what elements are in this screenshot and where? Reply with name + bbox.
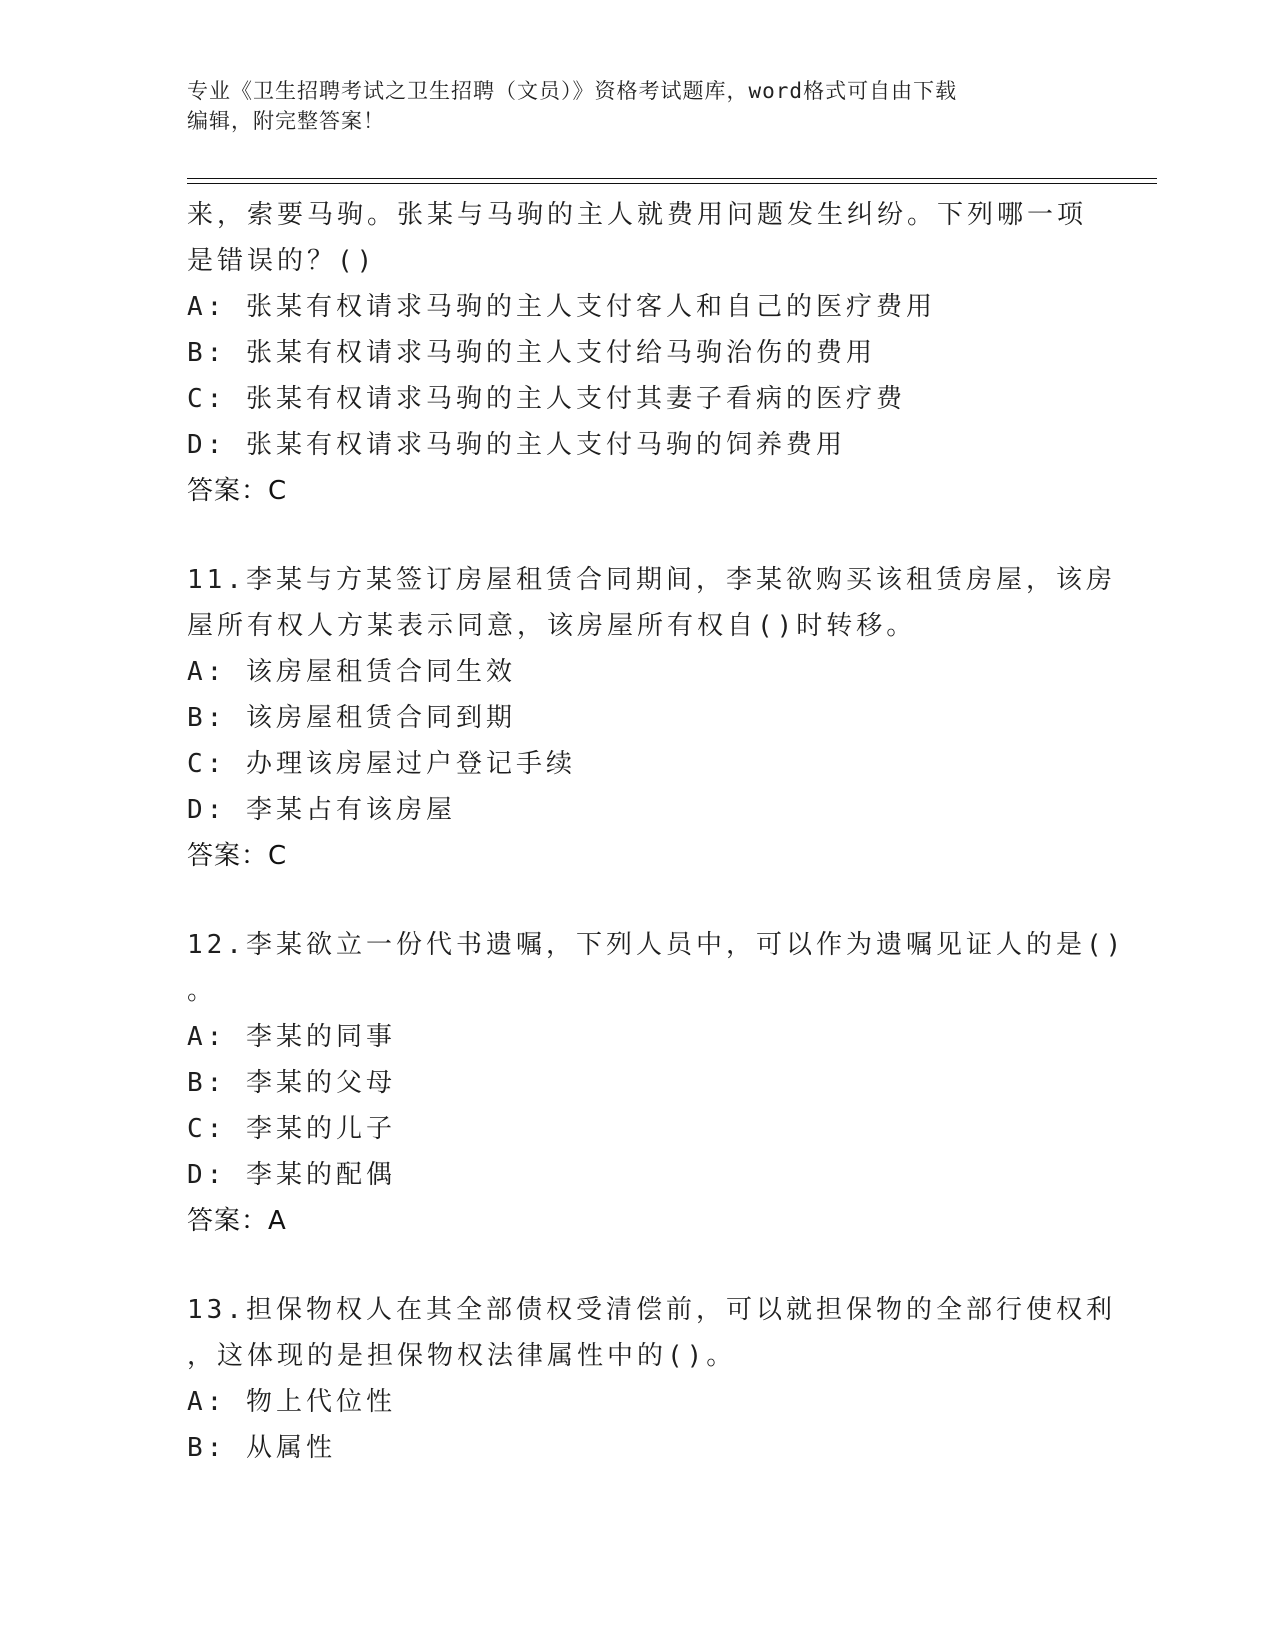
header-line-2: 编辑，附完整答案！ [187,109,385,133]
question-stem-line: 屋所有权人方某表示同意，该房屋所有权自()时转移。 [187,611,917,641]
option-b: B: 张某有权请求马驹的主人支付给马驹治伤的费用 [187,338,876,368]
question-stem-line: 12.李某欲立一份代书遗嘱，下列人员中，可以作为遗嘱见证人的是() [187,930,1126,960]
question-11 [187,557,1116,879]
question-12 [187,922,1126,1244]
option-d: D: 张某有权请求马驹的主人支付马驹的饲养费用 [187,430,846,460]
question-list [187,192,1126,1471]
question-stem-line: 是错误的？() [187,246,377,276]
option-d: D: 李某占有该房屋 [187,795,456,825]
answer-line: 答案：A [187,1206,287,1236]
question-13 [187,1287,1116,1471]
question-stem-line: 来，索要马驹。张某与马驹的主人就费用问题发生纠纷。下列哪一项 [187,200,1088,230]
question-spacer [187,879,1087,922]
question-spacer [187,514,1087,557]
option-c: C: 李某的儿子 [187,1114,396,1144]
question-stem-line: 11.李某与方某签订房屋租赁合同期间，李某欲购买该租赁房屋，该房 [187,565,1116,595]
option-b: B: 李某的父母 [187,1068,396,1098]
header-line-1: 专业《卫生招聘考试之卫生招聘（文员）》资格考试题库，word格式可自由下载 [187,79,958,103]
option-a: A: 物上代位性 [187,1387,396,1417]
question-spacer [187,1244,1087,1287]
header-divider-bottom [187,183,1157,184]
option-a: A: 该房屋租赁合同生效 [187,657,516,687]
question-stem-line: 13.担保物权人在其全部债权受清偿前，可以就担保物的全部行使权利 [187,1295,1116,1325]
option-b: B: 该房屋租赁合同到期 [187,703,516,733]
question-10 [187,192,1087,514]
option-b: B: 从属性 [187,1433,336,1463]
header-divider-top [187,178,1157,179]
answer-line: 答案：C [187,476,288,506]
option-c: C: 张某有权请求马驹的主人支付其妻子看病的医疗费 [187,384,906,414]
question-stem-line: 。 [187,976,218,1006]
document-header [187,76,1087,136]
option-c: C: 办理该房屋过户登记手续 [187,749,576,779]
answer-line: 答案：C [187,841,288,871]
question-stem-line: ，这体现的是担保物权法律属性中的()。 [187,1341,737,1371]
option-d: D: 李某的配偶 [187,1160,396,1190]
option-a: A: 张某有权请求马驹的主人支付客人和自己的医疗费用 [187,292,936,322]
option-a: A: 李某的同事 [187,1022,396,1052]
